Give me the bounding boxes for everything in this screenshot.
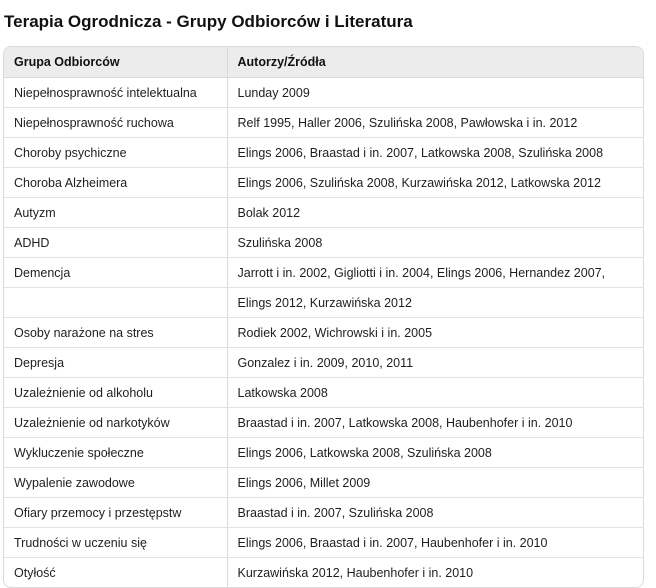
cell-authors: Relf 1995, Haller 2006, Szulińska 2008, Pawłowska i in. 2012 (227, 108, 643, 138)
table-row (4, 528, 643, 558)
table-row (4, 78, 643, 108)
cell-authors: Rodiek 2002, Wichrowski i in. 2005 (227, 318, 643, 348)
cell-group: Wykluczenie społeczne (4, 438, 227, 468)
table-row (4, 468, 643, 498)
cell-authors: Kurzawińska 2012, Haubenhofer i in. 2010 (237, 565, 474, 580)
cell-group: Niepełnosprawność intelektualna (4, 78, 227, 108)
table-row (4, 378, 643, 408)
cell-group: Autyzm (4, 198, 227, 228)
cell-authors: Lunday 2009 (227, 78, 643, 108)
cell-authors: Elings 2012, Kurzawińska 2012 (227, 288, 643, 318)
cell-authors: Elings 2006, Szulińska 2008, Kurzawińska 2012, Latkowska 2012 (227, 168, 643, 198)
cell-authors: Latkowska 2008 (227, 378, 643, 408)
cell-group: Otyłość (4, 558, 227, 588)
cell-authors: Braastad i in. 2007, Latkowska 2008, Haubenhofer i in. 2010 (227, 408, 643, 438)
cell-group: Wypalenie zawodowe (4, 468, 227, 498)
column-header-group: Grupa Odbiorców (4, 47, 227, 78)
cell-group: Demencja (4, 258, 227, 288)
table-row (4, 558, 643, 588)
table-row (4, 288, 643, 318)
cell-authors: Braastad i in. 2007, Szulińska 2008 (227, 498, 643, 528)
data-table (4, 47, 643, 587)
cell-group: Choroby psychiczne (4, 138, 227, 168)
cell-group: Osoby narażone na stres (4, 318, 227, 348)
cell-group: ADHD (4, 228, 227, 258)
table-row (4, 498, 643, 528)
table-row (4, 348, 643, 378)
table-row (4, 438, 643, 468)
cell-authors: Bolak 2012 (227, 198, 643, 228)
cell-group: Depresja (4, 348, 227, 378)
column-header-authors: Autorzy/Źródła (227, 47, 643, 78)
table-row (4, 258, 643, 288)
cell-authors: Elings 2006, Braastad i in. 2007, Haubenhofer i in. 2010 (227, 528, 643, 558)
table-row (4, 228, 643, 258)
table-row (4, 168, 643, 198)
cell-authors: Elings 2006, Latkowska 2008, Szulińska 2008 (227, 438, 643, 468)
cell-group (4, 288, 227, 318)
cell-group: Niepełnosprawność ruchowa (4, 108, 227, 138)
cell-authors: Szulińska 2008 (227, 228, 643, 258)
table-row (4, 318, 643, 348)
cell-group: Uzależnienie od narkotyków (4, 408, 227, 438)
table-row (4, 108, 643, 138)
page-title: Terapia Ogrodnicza - Grupy Odbiorców i Literatura (4, 12, 413, 31)
table-row (4, 138, 643, 168)
cell-group: Trudności w uczeniu się (4, 528, 227, 558)
cell-group: Uzależnienie od alkoholu (4, 378, 227, 408)
cell-authors: Gonzalez i in. 2009, 2010, 2011 (227, 348, 643, 378)
table-header-row (4, 47, 643, 78)
table-body (4, 78, 643, 588)
table-row (4, 198, 643, 228)
cell-authors: Elings 2006, Braastad i in. 2007, Latkowska 2008, Szulińska 2008 (227, 138, 643, 168)
cell-authors: Elings 2006, Millet 2009 (227, 468, 643, 498)
cell-authors: Jarrott i in. 2002, Gigliotti i in. 2004, Elings 2006, Hernandez 2007, (227, 258, 643, 288)
cell-group: Ofiary przemocy i przestępstw (4, 498, 227, 528)
table-container (3, 46, 644, 588)
table-row (4, 408, 643, 438)
cell-group: Choroba Alzheimera (4, 168, 227, 198)
